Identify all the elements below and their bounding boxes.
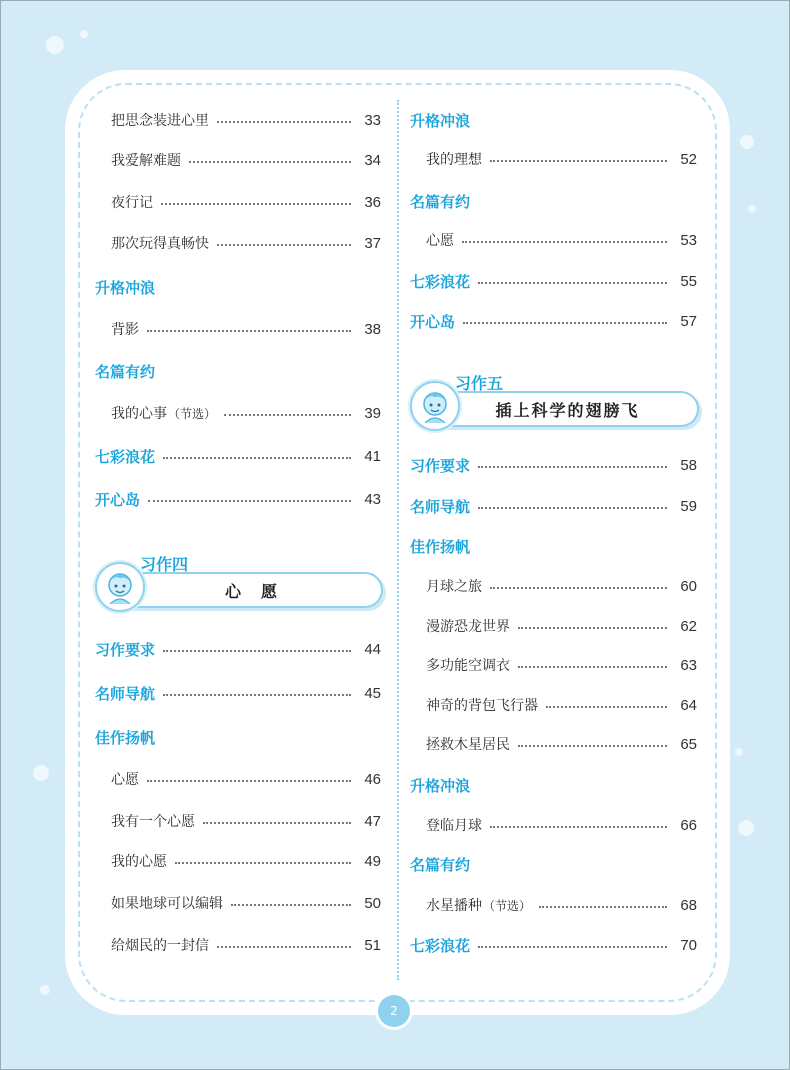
toc-section[interactable] xyxy=(410,109,697,131)
entry-title: 给烟民的一封信 xyxy=(111,938,209,954)
section-title: 名篇有约 xyxy=(410,855,471,874)
toc-entry[interactable] xyxy=(95,109,381,131)
page-ref: 50 xyxy=(364,894,381,912)
toc-entry[interactable] xyxy=(410,733,697,755)
section-title: 名篇有约 xyxy=(410,192,471,211)
boy-avatar-icon xyxy=(410,381,460,431)
section-title: 升格冲浪 xyxy=(410,111,471,130)
page-ref: 60 xyxy=(680,577,697,595)
entry-title: 我的理想 xyxy=(426,152,482,168)
page-ref: 57 xyxy=(680,312,697,330)
boy-avatar-icon xyxy=(95,562,145,612)
unit-title: 心 愿 xyxy=(123,572,383,608)
decor-bubble xyxy=(735,748,743,756)
toc-section[interactable] xyxy=(410,853,697,875)
dot-leader xyxy=(217,946,351,948)
dot-leader xyxy=(490,826,667,828)
entry-title: 那次玩得真畅快 xyxy=(111,236,209,252)
unit-header xyxy=(95,555,381,608)
dot-leader xyxy=(163,457,351,459)
page-ref: 43 xyxy=(364,490,381,508)
toc-entry[interactable] xyxy=(95,191,381,213)
toc-section[interactable] xyxy=(95,445,381,467)
dot-leader xyxy=(462,241,667,243)
entry-title: 心愿 xyxy=(111,772,139,788)
decor-bubble xyxy=(33,765,49,781)
decor-bubble xyxy=(748,205,756,213)
entry-title: 拯救木星居民 xyxy=(426,737,510,753)
section-title: 升格冲浪 xyxy=(410,776,471,795)
dot-leader xyxy=(546,706,667,708)
toc-section[interactable] xyxy=(95,488,381,510)
dot-leader xyxy=(490,160,667,162)
section-title: 开心岛 xyxy=(95,490,141,509)
decor-bubble xyxy=(740,135,754,149)
page-ref: 49 xyxy=(364,852,381,870)
page-ref: 59 xyxy=(680,497,697,515)
entry-title: 水星播种（节选） xyxy=(426,898,532,914)
page-ref: 58 xyxy=(680,456,697,474)
toc-section[interactable] xyxy=(410,190,697,212)
dot-leader xyxy=(175,862,351,864)
dot-leader xyxy=(478,466,667,468)
page-ref: 46 xyxy=(364,770,381,788)
section-title: 升格冲浪 xyxy=(95,278,156,297)
unit-title: 插上科学的翅膀飞 xyxy=(438,391,699,427)
toc-entry[interactable] xyxy=(95,318,381,340)
dot-leader xyxy=(148,500,351,502)
entry-title: 心愿 xyxy=(426,233,454,249)
toc-entry[interactable] xyxy=(410,654,697,676)
toc-entry[interactable] xyxy=(410,615,697,637)
page-ref: 53 xyxy=(680,231,697,249)
page-ref: 70 xyxy=(680,936,697,954)
page-ref: 47 xyxy=(364,812,381,830)
toc-section[interactable] xyxy=(410,454,697,476)
dot-leader xyxy=(163,650,351,652)
page-ref: 36 xyxy=(364,193,381,211)
dot-leader xyxy=(478,946,667,948)
page-ref: 65 xyxy=(680,735,697,753)
dot-leader xyxy=(518,745,667,747)
column-divider xyxy=(397,100,399,980)
page-ref: 63 xyxy=(680,656,697,674)
toc-entry[interactable] xyxy=(410,694,697,716)
toc-entry[interactable] xyxy=(95,892,381,914)
entry-title: 把思念装进心里 xyxy=(111,113,209,129)
section-title: 七彩浪花 xyxy=(95,447,156,466)
section-title: 佳作扬帆 xyxy=(410,537,471,556)
entry-title: 夜行记 xyxy=(111,195,153,211)
dot-leader xyxy=(203,822,351,824)
toc-entry[interactable] xyxy=(410,148,697,170)
page-ref: 39 xyxy=(364,404,381,422)
toc-section[interactable] xyxy=(410,270,697,292)
page-ref: 41 xyxy=(364,447,381,465)
page-ref: 37 xyxy=(364,234,381,252)
entry-note: （节选） xyxy=(168,407,217,421)
page-ref: 51 xyxy=(364,936,381,954)
dot-leader xyxy=(217,244,351,246)
dot-leader xyxy=(224,414,351,416)
dot-leader xyxy=(518,666,667,668)
toc-entry[interactable] xyxy=(95,850,381,872)
page-ref: 66 xyxy=(680,816,697,834)
page-ref: 68 xyxy=(680,896,697,914)
page-ref: 44 xyxy=(364,640,381,658)
entry-title: 如果地球可以编辑 xyxy=(111,896,223,912)
toc-section[interactable] xyxy=(410,934,697,956)
dot-leader xyxy=(478,282,667,284)
entry-title: 登临月球 xyxy=(426,818,482,834)
toc-entry[interactable] xyxy=(410,894,697,916)
toc-entry[interactable] xyxy=(95,232,381,254)
dot-leader xyxy=(463,322,667,324)
section-title: 习作要求 xyxy=(95,640,156,659)
decor-bubble xyxy=(46,36,64,54)
unit-header xyxy=(410,374,697,427)
section-title: 七彩浪花 xyxy=(410,936,471,955)
entry-title: 神奇的背包飞行器 xyxy=(426,698,538,714)
decor-bubble xyxy=(40,985,50,995)
dot-leader xyxy=(147,780,351,782)
section-title: 习作要求 xyxy=(410,456,471,475)
entry-title: 我有一个心愿 xyxy=(111,814,195,830)
section-title: 名师导航 xyxy=(95,684,156,703)
toc-entry[interactable] xyxy=(95,149,381,171)
entry-note: （节选） xyxy=(483,899,532,913)
unit-label: 习作四 xyxy=(140,555,189,574)
page-ref: 33 xyxy=(364,111,381,129)
section-title: 名师导航 xyxy=(410,497,471,516)
toc-entry[interactable] xyxy=(95,810,381,832)
section-title: 佳作扬帆 xyxy=(95,728,156,747)
toc-entry[interactable] xyxy=(410,814,697,836)
toc-entry[interactable] xyxy=(95,768,381,790)
toc-section[interactable] xyxy=(95,682,381,704)
entry-title: 背影 xyxy=(111,322,139,338)
toc-entry[interactable] xyxy=(95,934,381,956)
dot-leader xyxy=(189,161,351,163)
toc-section[interactable] xyxy=(410,310,697,332)
toc-section[interactable] xyxy=(410,774,697,796)
page-ref: 38 xyxy=(364,320,381,338)
dot-leader xyxy=(217,121,351,123)
unit-label: 习作五 xyxy=(455,374,504,393)
dot-leader xyxy=(163,694,351,696)
toc-section[interactable] xyxy=(410,495,697,517)
page-ref: 64 xyxy=(680,696,697,714)
toc-section[interactable] xyxy=(95,638,381,660)
dot-leader xyxy=(518,627,667,629)
toc-entry[interactable] xyxy=(410,229,697,251)
entry-title: 漫游恐龙世界 xyxy=(426,619,510,635)
dot-leader xyxy=(231,904,351,906)
toc-section[interactable] xyxy=(410,535,697,557)
section-title: 名篇有约 xyxy=(95,362,156,381)
toc-section[interactable] xyxy=(95,276,381,298)
entry-title: 月球之旅 xyxy=(426,579,482,595)
section-title: 开心岛 xyxy=(410,312,456,331)
entry-title: 我爱解难题 xyxy=(111,153,181,169)
toc-entry[interactable] xyxy=(95,402,381,424)
entry-title: 我的心愿 xyxy=(111,854,167,870)
page-ref: 52 xyxy=(680,150,697,168)
section-title: 七彩浪花 xyxy=(410,272,471,291)
toc-section[interactable] xyxy=(95,360,381,382)
dot-leader xyxy=(478,507,667,509)
decor-bubble xyxy=(80,30,88,38)
page-ref: 62 xyxy=(680,617,697,635)
page-ref: 45 xyxy=(364,684,381,702)
page-number: 2 xyxy=(378,995,410,1027)
entry-title: 多功能空调衣 xyxy=(426,658,510,674)
dot-leader xyxy=(539,906,667,908)
toc-section[interactable] xyxy=(95,726,381,748)
toc-entry[interactable] xyxy=(410,575,697,597)
dot-leader xyxy=(161,203,351,205)
dot-leader xyxy=(147,330,351,332)
page-ref: 55 xyxy=(680,272,697,290)
page-ref: 34 xyxy=(364,151,381,169)
dot-leader xyxy=(490,587,667,589)
entry-title: 我的心事（节选） xyxy=(111,406,217,422)
decor-bubble xyxy=(738,820,754,836)
